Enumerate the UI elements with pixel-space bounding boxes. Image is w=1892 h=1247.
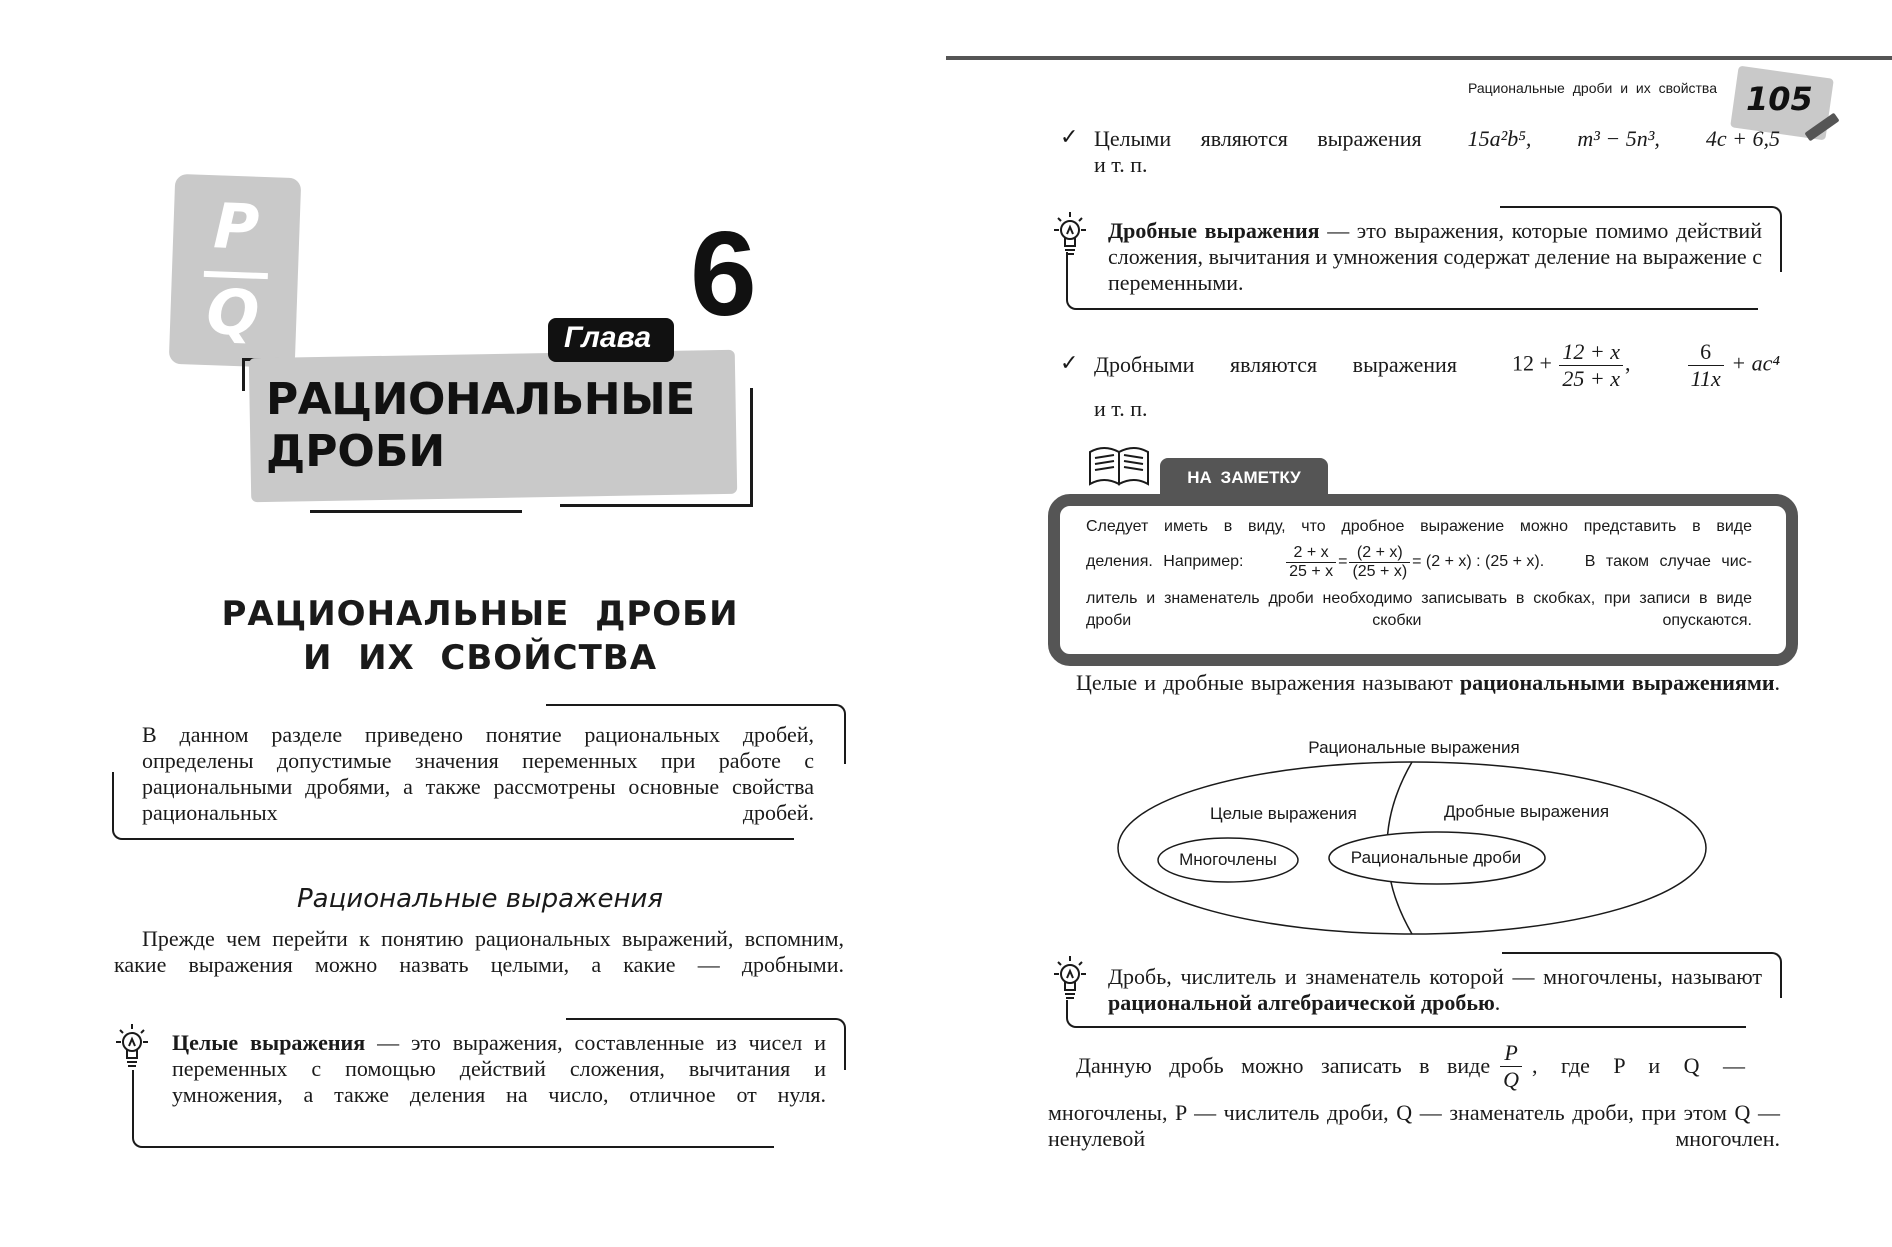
diagram-title: Рациональные выражения — [1308, 738, 1520, 757]
pq-suffix: , где P и Q — — [1532, 1053, 1745, 1078]
f1-comma: , — [1625, 350, 1631, 376]
note-fa-numerator: 2 + x — [1286, 544, 1336, 563]
running-head: Рациональные дроби и их свойства — [1468, 80, 1717, 96]
page-number: 105 — [1746, 80, 1813, 118]
note-eq2: = (2 + x) : (25 + x). — [1412, 553, 1545, 570]
f2-suffix: + ac⁴ — [1731, 350, 1780, 376]
def-algebraic-term: рациональной алгебраической дробью — [1108, 990, 1495, 1015]
example-whole — [1094, 126, 1780, 152]
rational-paragraph — [1048, 670, 1780, 696]
pq-paragraph-line1 — [1076, 1036, 1780, 1096]
example-fraction-text: Дробными являются выражения — [1094, 352, 1457, 377]
rational-text: Целые и дробные выражения называют — [1076, 670, 1460, 695]
note-fa-denominator: 25 + x — [1289, 562, 1334, 580]
note-line2-suffix: В таком случае чис- — [1584, 553, 1752, 570]
diagram-polynomials: Многочлены — [1179, 850, 1277, 869]
intro-text: В данном разделе приведено понятие рациональных дробей, определены допустимые значения переменных при работе с рациональными дробями, а также рассмотрены основные свойства рациональных дробей. — [142, 722, 814, 825]
note-fb-denominator: (25 + x) — [1352, 562, 1408, 580]
example-fraction-tail: и т. п. — [1094, 396, 1148, 421]
diagram-rational-fractions: Рациональные дроби — [1350, 848, 1522, 867]
intro-paragraph: Прежде чем перейти к понятию рациональных выражений, вспомним, какие выражения можно назвать целыми, а какие — дробными. — [114, 926, 844, 977]
example-whole-text: Целыми являются выражения — [1094, 126, 1422, 151]
lightbulb-icon — [1050, 954, 1090, 1004]
example-fraction — [1094, 334, 1780, 396]
pq-numerator: P — [1500, 1040, 1522, 1067]
book-icon — [1086, 440, 1152, 494]
note-label: НА ЗАМЕТКУ — [1187, 468, 1301, 487]
def-algebraic-text — [1108, 964, 1762, 1016]
subsection-title: Рациональные выражения — [296, 884, 664, 914]
note-eq1: = — [1338, 553, 1348, 570]
f2-numerator: 6 — [1688, 339, 1724, 366]
example-whole-tail: и т. п. — [1094, 152, 1148, 177]
note-line2 — [1086, 538, 1752, 586]
pq-badge-q: Q — [205, 275, 261, 350]
pq-denominator: Q — [1503, 1066, 1520, 1092]
chapter-title-line1: РАЦИОНАЛЬНЫЕ — [266, 374, 695, 425]
example-whole-e3: 4c + 6,5 — [1705, 126, 1780, 151]
chapter-underline — [310, 510, 522, 513]
pq-badge — [169, 174, 302, 368]
pq-rest: многочлены, P — числитель дроби, Q — знаменатель дроби, при этом Q — ненулевой многочлен. — [1048, 1100, 1780, 1151]
chapter-label: Глава — [564, 321, 652, 354]
section-title-line1: РАЦИОНАЛЬНЫЕ ДРОБИ — [221, 594, 739, 634]
rational-end: . — [1774, 670, 1780, 695]
def-whole-term: Целые выражения — [172, 1030, 366, 1055]
chapter-frame-right — [560, 388, 753, 507]
note-fb-numerator: (2 + x) — [1349, 544, 1410, 563]
diagram-whole: Целые выражения — [1210, 804, 1357, 823]
chapter-title-line2: ДРОБИ — [266, 426, 446, 477]
note-rest: литель и знаменатель дроби необходимо записывать в скобках, при записи в виде дроби скобки опускаются. — [1086, 590, 1752, 629]
example-whole-e1: 15a²b⁵, — [1467, 126, 1532, 151]
def-algebraic-body: Дробь, числитель и знаменатель которой — многочлены, называют — [1108, 964, 1762, 989]
example-fraction-f1 — [1512, 339, 1631, 392]
pq-badge-p: P — [212, 189, 261, 264]
def-whole-text — [172, 1030, 826, 1108]
note-formula — [1284, 544, 1544, 581]
f1-denominator: 25 + x — [1562, 365, 1621, 391]
lightbulb-icon — [112, 1022, 152, 1072]
chapter-number: 6 — [690, 207, 757, 341]
example-whole-e2: m³ − 5n³, — [1577, 126, 1660, 151]
f1-numerator: 12 + x — [1559, 339, 1623, 366]
diagram-fractional: Дробные выражения — [1444, 802, 1610, 821]
note-line2-prefix: деления. Например: — [1086, 553, 1244, 570]
def-algebraic-end: . — [1494, 990, 1501, 1015]
section-title-line2: И ИХ СВОЙСТВА — [302, 638, 658, 678]
f2-denominator: 11x — [1690, 365, 1721, 391]
note-line1: Следует иметь в виду, что дробное выражение можно представить в виде — [1086, 518, 1752, 535]
def-whole-body: — это выражения, составленные из чисел и переменных с помощью действий сложения, вычитания и умножения, а также деления на число, отличное от нуля. — [172, 1030, 826, 1107]
example-fraction-f2 — [1686, 339, 1780, 392]
def-fraction-term: Дробные выражения — [1108, 218, 1320, 243]
def-fraction-body: — это выражения, которые помимо действий сложения, вычитания и умножения содержат деление на выражение с переменными. — [1108, 218, 1762, 295]
checkmark-icon: ✓ — [1060, 350, 1079, 375]
rational-term: рациональными выражениями — [1459, 670, 1775, 695]
f1-prefix: 12 + — [1512, 350, 1552, 376]
top-rule — [946, 56, 1892, 60]
def-fraction-text — [1108, 218, 1762, 296]
checkmark-icon: ✓ — [1060, 124, 1079, 149]
pq-prefix: Данную дробь можно записать в виде — [1076, 1053, 1491, 1078]
